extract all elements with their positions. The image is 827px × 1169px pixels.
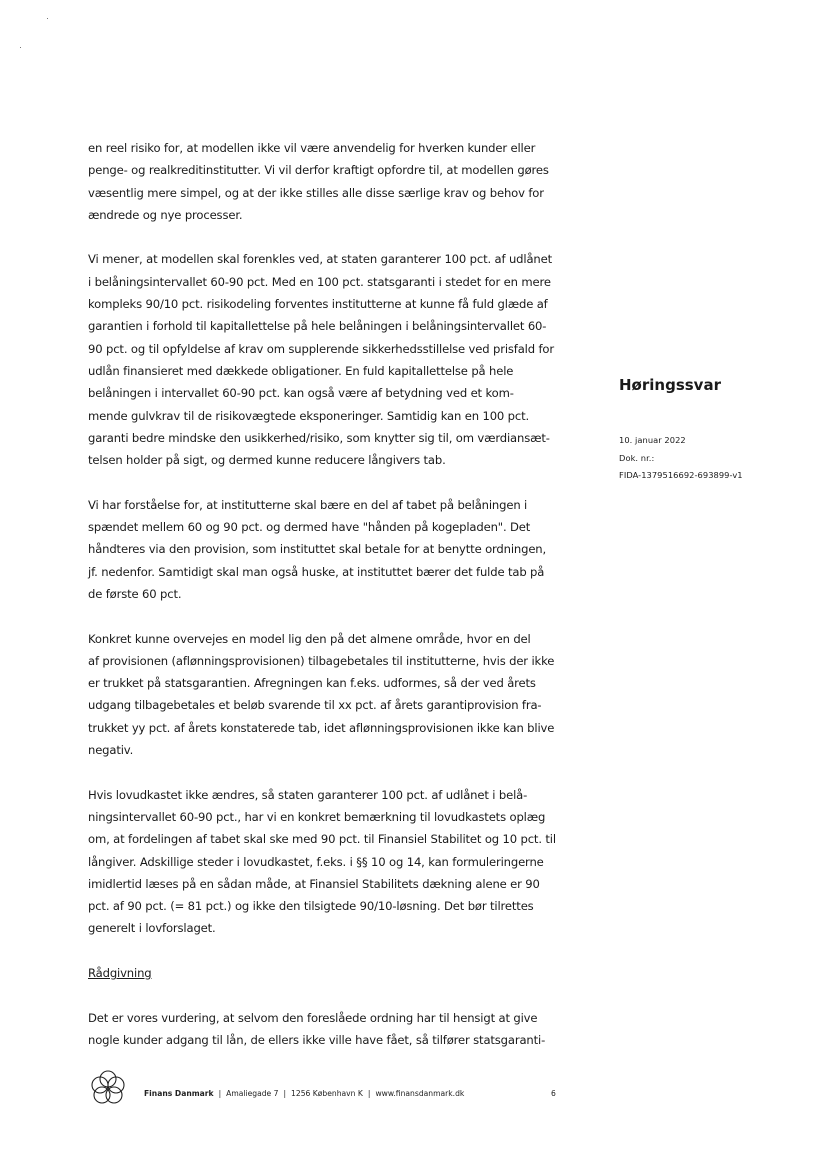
text-line: væsentlig mere simpel, og at der ikke stilles alle disse særlige krav og behov for: [88, 185, 544, 200]
text-line: negativ.: [88, 743, 134, 758]
document-number: FIDA-1379516692-693899-v1: [619, 470, 743, 480]
text-line: 90 pct. og til opfyldelse af krav om supplerende sikkerhedsstillelse ved prisfald for: [88, 341, 554, 356]
paragraph-loss-sharing: [88, 494, 568, 605]
text-line: imidlertid læses på en sådan måde, at Finansiel Stabilitets dækning alene er 90: [88, 876, 540, 891]
text-line: ningsintervallet 60-90 pct., har vi en konkret bemærkning til lovudkastets oplæg: [88, 809, 546, 824]
footer-separator: |: [218, 1089, 222, 1098]
text-line: de første 60 pct.: [88, 586, 182, 601]
document-type-title: Høringssvar: [619, 376, 721, 394]
footer-address: Amaliegade 7: [226, 1089, 279, 1098]
text-line: penge- og realkreditinstitutter. Vi vil derfor kraftigt opfordre til, at modellen gøres: [88, 163, 549, 178]
footer-website-link[interactable]: www.finansdanmark.dk: [375, 1089, 465, 1098]
page-number: 6: [551, 1089, 556, 1098]
text-line: Vi har forståelse for, at institutterne skal bære en del af tabet på belåningen i: [88, 497, 528, 512]
text-line: udgang tilbagebetales et beløb svarende til xx pct. af årets garantiprovision fra-: [88, 698, 542, 713]
footer-separator: |: [367, 1089, 371, 1098]
paragraph-provision-model: [88, 628, 568, 762]
finans-danmark-logo-icon: [88, 1068, 128, 1108]
footer-brand: Finans Danmark: [144, 1089, 214, 1098]
text-line: pct. af 90 pct. (= 81 pct.) og ikke den tilsigtede 90/10-løsning. Det bør tilrettes: [88, 899, 534, 914]
text-line: trukket yy pct. af årets konstaterede tab, idet aflønningsprovisionen ikke kan blive: [88, 720, 555, 735]
paragraph-model-risk: [88, 137, 568, 226]
footer-separator: |: [283, 1089, 287, 1098]
text-line: af provisionen (aflønningsprovisionen) tilbagebetales til institutterne, hvis der ikke: [88, 653, 555, 668]
text-line: Hvis lovudkastet ikke ændres, så staten garanterer 100 pct. af udlånet i belå-: [88, 787, 528, 802]
text-line: generelt i lovforslaget.: [88, 921, 216, 936]
footer-city: 1256 København K: [291, 1089, 363, 1098]
text-line: garantien i forhold til kapitallettelse på hele belåningen i belåningsintervallet 60-: [88, 319, 547, 334]
document-date: 10. januar 2022: [619, 435, 686, 445]
text-line: nogle kunder adgang til lån, de ellers ikke ville have fået, så tilfører statsgaranti-: [88, 1032, 546, 1047]
text-line: telsen holder på sigt, og dermed kunne reducere långivers tab.: [88, 453, 446, 468]
text-line: långiver. Adskillige steder i lovudkastet, f.eks. i §§ 10 og 14, kan formuleringerne: [88, 854, 544, 869]
scan-speck: [20, 47, 21, 48]
text-line: håndteres via den provision, som instituttet skal betale for at benytte ordningen,: [88, 542, 547, 557]
text-line: garanti bedre mindske den usikkerhed/risiko, som knytter sig til, om værdiansæt-: [88, 430, 550, 445]
scan-speck: [47, 18, 48, 19]
paragraph-loss-distribution: [88, 784, 568, 940]
text-line: Det er vores vurdering, at selvom den foreslåede ordning har til hensigt at give: [88, 1010, 538, 1025]
text-line: mende gulvkrav til de risikovægtede eksponeringer. Samtidig kan en 100 pct.: [88, 408, 530, 423]
text-line: om, at fordelingen af tabet skal ske med 90 pct. til Finansiel Stabilitet og 10 pct. til: [88, 832, 556, 847]
paragraph-simplify-model: [88, 248, 568, 471]
text-line: en reel risiko for, at modellen ikke vil være anvendelig for hverken kunder eller: [88, 141, 536, 155]
letter-body: [88, 137, 568, 1051]
document-number-label: Dok. nr.:: [619, 452, 655, 463]
text-line: ændrede og nye processer.: [88, 207, 243, 222]
text-line: er trukket på statsgarantien. Afregningen kan f.eks. udformes, så der ved årets: [88, 676, 536, 691]
text-line: kompleks 90/10 pct. risikodeling forventes institutterne at kunne få fuld glæde af: [88, 297, 548, 312]
page-footer: [88, 1068, 568, 1118]
text-line: Konkret kunne overvejes en model lig den på det almene område, hvor en del: [88, 631, 531, 646]
text-line: Vi mener, at modellen skal forenkles ved, at staten garanterer 100 pct. af udlånet: [88, 252, 552, 267]
text-line: spændet mellem 60 og 90 pct. og dermed have "hånden på kogepladen". Det: [88, 520, 531, 535]
text-line: i belåningsintervallet 60-90 pct. Med en 100 pct. statsgaranti i stedet for en mere: [88, 274, 551, 289]
text-line: jf. nedenfor. Samtidigt skal man også huske, at instituttet bærer det fulde tab på: [88, 564, 545, 579]
document-meta: [619, 376, 819, 485]
section-heading-advice: Rådgivning: [88, 965, 152, 980]
footer-contact-line: [144, 1089, 464, 1098]
paragraph-advice: [88, 1007, 568, 1052]
text-line: belåningen i intervallet 60-90 pct. kan også være af betydning ved et kom-: [88, 386, 514, 401]
text-line: udlån finansieret med dækkede obligationer. En fuld kapitallettelse på hele: [88, 363, 514, 378]
